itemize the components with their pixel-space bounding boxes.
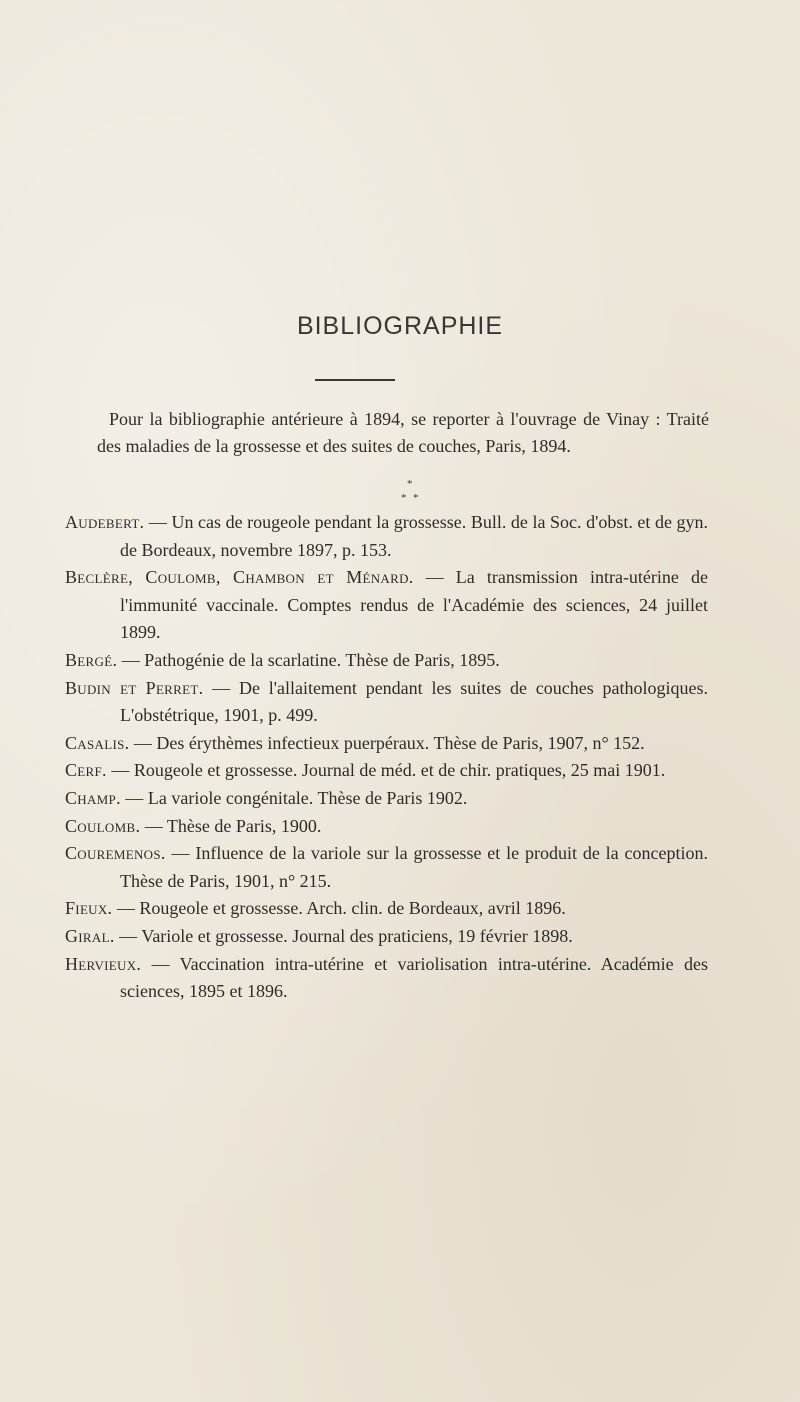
intro-paragraph: Pour la bibliographie antérieure à 1894, se reporter à l'ouvrage de Vinay : Traité des maladies de la grossesse et des suites de couches, Paris, 1894. (97, 409, 709, 456)
bibliography-entry (65, 730, 708, 758)
entry-reference: — Influence de la variole sur la grossesse et le produit de la conception. Thèse de Paris, 1901, n° 215. (120, 843, 708, 891)
entry-reference: — Rougeole et grossesse. Arch. clin. de Bordeaux, avril 1896. (112, 898, 566, 919)
entry-author: Budin et Perret. (65, 677, 204, 698)
bibliography-entry (65, 951, 708, 1006)
asterism-star-top: * (407, 478, 413, 490)
entry-reference: — Rougeole et grossesse. Journal de méd. et de chir. pratiques, 25 mai 1901. (106, 760, 666, 781)
entry-author: Cerf. (65, 760, 107, 781)
entry-author: Champ. (65, 787, 121, 808)
entry-reference: — La variole congénitale. Thèse de Paris 1902. (120, 787, 468, 808)
title-rule (315, 379, 395, 381)
bibliography-entry (65, 813, 708, 841)
entry-reference: — De l'allaitement pendant les suites de couches pathologiques. L'obstétrique, 1901, p. 499. (120, 677, 708, 726)
entry-author: Giral. (65, 925, 115, 946)
bibliography-entry (65, 647, 708, 675)
page-title: BIBLIOGRAPHIE (296, 312, 504, 340)
bibliography-entry (65, 757, 708, 785)
entry-author: Couremenos. (65, 843, 166, 864)
entry-author: Hervieux. (65, 953, 142, 974)
bibliography-entry (65, 923, 708, 951)
entry-author: Casalis. (65, 732, 130, 753)
bibliography-entry (65, 675, 708, 730)
entry-author: Bergé. (65, 649, 118, 670)
entry-reference: — Un cas de rougeole pendant la grossesse. Bull. de la Soc. d'obst. et de gyn. de Bordeaux, novembre 1897, p. 153. (120, 512, 708, 560)
entry-author: Coulomb. (65, 815, 141, 836)
entry-reference: — La transmission intra-utérine de l'immunité vaccinale. Comptes rendus de l'Académie des sciences, 24 juillet 1899. (120, 567, 708, 643)
entry-author: Fieux. (65, 898, 113, 919)
bibliography-entry (65, 840, 708, 895)
entry-reference: — Pathogénie de la scarlatine. Thèse de Paris, 1895. (117, 649, 500, 670)
entry-author: Audebert. (65, 512, 145, 532)
entry-reference: — Des érythèmes infectieux puerpéraux. Thèse de Paris, 1907, n° 152. (129, 732, 645, 753)
asterism-star-right: * (413, 492, 419, 504)
entry-reference: — Thèse de Paris, 1900. (140, 815, 322, 836)
asterism-star-left: * (401, 492, 407, 504)
bibliography-entry (65, 785, 708, 813)
entry-author: Beclère, Coulomb, Chambon et Ménard. (65, 567, 414, 588)
entry-reference: — Vaccination intra-utérine et variolisation intra-utérine. Académie des sciences, 1895 et 1896. (120, 953, 708, 1002)
bibliography-entry (65, 564, 708, 647)
bibliography-entry (65, 509, 708, 564)
bibliography-list (65, 509, 708, 1006)
bibliography-entry (65, 895, 708, 923)
entry-reference: — Variole et grossesse. Journal des praticiens, 19 février 1898. (114, 925, 573, 946)
